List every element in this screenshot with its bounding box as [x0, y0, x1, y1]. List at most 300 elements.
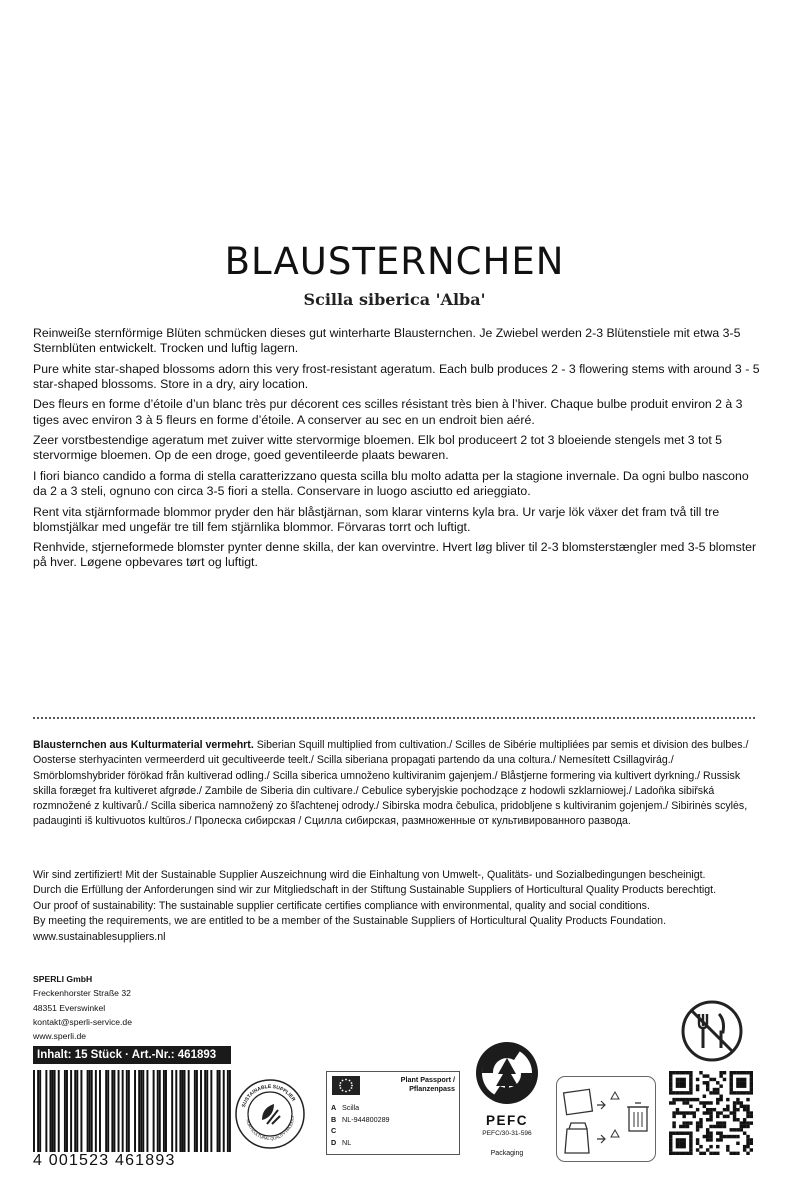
qr-module [689, 1145, 692, 1148]
recycling-icon [556, 1076, 656, 1162]
description-de: Reinweiße sternförmige Blüten schmücken dieses gut winterharte Blausternchen. Je Zwiebel werden 2-3 Blütenstiele mit etwa 3-5 Sternblüten entwickelt. Trocken und luftig lagern. [33, 326, 741, 356]
qr-module [679, 1071, 682, 1074]
qr-module [740, 1081, 743, 1084]
barcode-bars [33, 1070, 231, 1152]
cert-line: Wir sind zertifiziert! Mit der Sustainable Supplier Auszeichnung wird die Einhaltung von Umwelt-, Qualitäts- und Sozialbedingungen bescheinigt. [33, 869, 706, 881]
qr-module [672, 1121, 675, 1124]
qr-module [750, 1084, 753, 1087]
barcode-bar [153, 1070, 155, 1152]
qr-module [703, 1081, 706, 1084]
qr-module [706, 1081, 709, 1084]
barcode-bar [217, 1070, 219, 1152]
qr-module [726, 1105, 729, 1108]
qr-module [699, 1152, 702, 1155]
qr-module [679, 1145, 682, 1148]
qr-module [719, 1125, 722, 1128]
qr-module [716, 1121, 719, 1124]
qr-module [682, 1131, 685, 1134]
cert-line: Our proof of sustainability: The sustainable supplier certificate certifies compliance with environmental, quality and social conditions. [33, 899, 650, 912]
qr-module [743, 1121, 746, 1124]
qr-module [689, 1121, 692, 1124]
qr-module [689, 1105, 692, 1108]
qr-module [709, 1115, 712, 1118]
qr-module [706, 1101, 709, 1104]
passport-value: NL [342, 1137, 352, 1147]
barcode-bar [196, 1070, 198, 1152]
company-email[interactable]: kontakt@sperli-service.de [33, 1016, 132, 1027]
qr-module [746, 1105, 749, 1108]
origin-text: Siberian Squill multiplied from cultivation./ Scilles de Sibérie multipliées par semis et division des bulbes./ Oosterse sterhyacinten vermeerderd uit gecultiveerde teelt./ Scilla siberiana propagati partendo da una coltura./ Nemesített Csillagvirág./ Smörblomshybrider förökad från kultiverad odling./ Scilla siberica umnoženo kultiviranim gajenjem./ Blåstjerne formering via kultivert dyrkning./ Russisk skilla foræget fra kultiveret afgrøde./ Zambile de Siberia din cultivare./ Cebulice syberyjskie pochodzące z hodowli szklarniowej./ Ladoňka sibiřská rozmnožené z kultivarů./ Scilla siberica namnožený zo šľachtenej odrody./ Sibirska modra čebulica, pridobljene s kultiviranim gojenjem./ Sibirinės scylės, padauginti iš kultivuotos kultūros./ Пролеска сибирская / Сцилла сибирская, размноженные от культивированного развода. [33, 739, 749, 828]
qr-module [750, 1121, 753, 1124]
qr-module [669, 1091, 672, 1094]
qr-module [733, 1101, 736, 1104]
qr-module [669, 1148, 672, 1151]
qr-module [706, 1128, 709, 1131]
qr-module [676, 1078, 679, 1081]
qr-module [679, 1152, 682, 1155]
qr-module [689, 1081, 692, 1084]
qr-module [689, 1091, 692, 1094]
qr-module [716, 1101, 719, 1104]
qr-module [743, 1071, 746, 1074]
qr-module [750, 1071, 753, 1074]
qr-module [682, 1091, 685, 1094]
qr-module [709, 1135, 712, 1138]
barcode-bar [70, 1070, 72, 1152]
pefc-code: PEFC/30-31-596 [482, 1130, 532, 1137]
qr-module [746, 1098, 749, 1101]
qr-module [679, 1078, 682, 1081]
passport-value: NL-944800289 [342, 1114, 390, 1124]
description-sv: Rent vita stjärnformade blommor pryder den här blåstjärnan, som klarar vinterns kyla bra. Ur varje lök växer det fram två till tre blomstjälkar med ungefär tre till fem stjärnlika blommor. Förvaras torrt och luftigt. [33, 504, 720, 534]
qr-module [740, 1078, 743, 1081]
barcode-bar [146, 1070, 148, 1152]
content-article-bar: Inhalt: 15 Stück · Art.-Nr.: 461893 [33, 1046, 231, 1064]
qr-module [750, 1091, 753, 1094]
qr-module [703, 1095, 706, 1098]
qr-module [672, 1111, 675, 1114]
barcode-bar [66, 1070, 68, 1152]
qr-module [682, 1115, 685, 1118]
qr-module [686, 1121, 689, 1124]
seal-top-text: SUSTAINABLE SUPPLIER [240, 1083, 297, 1109]
qr-module [696, 1078, 699, 1081]
qr-module [719, 1095, 722, 1098]
qr-module [672, 1091, 675, 1094]
qr-module [723, 1115, 726, 1118]
passport-key: B [331, 1114, 337, 1124]
qr-module [689, 1135, 692, 1138]
qr-module [719, 1131, 722, 1134]
barcode-bar [134, 1070, 136, 1152]
qr-module [682, 1145, 685, 1148]
company-address [33, 972, 132, 1043]
qr-module [669, 1084, 672, 1087]
qr-module [703, 1111, 706, 1114]
qr-module [686, 1071, 689, 1074]
qr-module [713, 1152, 716, 1155]
qr-module [676, 1111, 679, 1114]
passport-row [331, 1137, 390, 1149]
qr-module [709, 1125, 712, 1128]
qr-module [696, 1128, 699, 1131]
qr-module [719, 1138, 722, 1141]
passport-key: C [331, 1126, 337, 1135]
barcode-bar [50, 1070, 52, 1152]
qr-module [746, 1111, 749, 1114]
qr-module [672, 1131, 675, 1134]
barcode-bar [138, 1070, 140, 1152]
barcode-bar [165, 1070, 167, 1152]
qr-module [736, 1135, 739, 1138]
qr-module [709, 1101, 712, 1104]
product-title: BLAUSTERNCHEN [224, 240, 565, 283]
qr-module [689, 1071, 692, 1074]
barcode-bar [87, 1070, 89, 1152]
qr-module [686, 1098, 689, 1101]
barcode-bar [163, 1070, 165, 1152]
pefc-name: PEFC [485, 1113, 528, 1128]
barcode-bar [204, 1070, 206, 1152]
qr-module [743, 1078, 746, 1081]
qr-module [746, 1121, 749, 1124]
qr-module [689, 1111, 692, 1114]
qr-module [676, 1084, 679, 1087]
barcode-bar [182, 1070, 184, 1152]
qr-module [736, 1098, 739, 1101]
qr-module [672, 1125, 675, 1128]
qr-module [703, 1101, 706, 1104]
barcode-bar [229, 1070, 231, 1152]
seal-bottom-text: HORTICULTURAL QUALITY PRODUCT [245, 1114, 296, 1142]
barcode-bar [142, 1070, 144, 1152]
no-food-icon [679, 998, 745, 1064]
qr-module [733, 1091, 736, 1094]
qr-module [676, 1108, 679, 1111]
qr-module [682, 1071, 685, 1074]
qr-module [736, 1081, 739, 1084]
qr-module [716, 1138, 719, 1141]
barcode-bar [126, 1070, 128, 1152]
qr-code-icon [669, 1071, 753, 1155]
qr-module [682, 1111, 685, 1114]
qr-module [669, 1071, 672, 1074]
qr-module [729, 1078, 732, 1081]
barcode-bar [188, 1070, 190, 1152]
qr-module [686, 1111, 689, 1114]
qr-module [679, 1084, 682, 1087]
qr-module [719, 1074, 722, 1077]
qr-module [709, 1118, 712, 1121]
qr-module [726, 1108, 729, 1111]
company-street: Freckenhorster Straße 32 [33, 988, 131, 999]
qr-module [716, 1081, 719, 1084]
qr-module [682, 1081, 685, 1084]
qr-module [736, 1101, 739, 1104]
qr-module [746, 1142, 749, 1145]
qr-module [716, 1115, 719, 1118]
qr-module [750, 1088, 753, 1091]
qr-module [689, 1131, 692, 1134]
barcode-bar [33, 1070, 35, 1152]
qr-module [740, 1125, 743, 1128]
barcode-bar [91, 1070, 93, 1152]
qr-module [706, 1088, 709, 1091]
qr-module [729, 1074, 732, 1077]
qr-module [676, 1142, 679, 1145]
qr-module [699, 1145, 702, 1148]
qr-module [676, 1131, 679, 1134]
barcode-bar [122, 1070, 124, 1152]
qr-module [706, 1148, 709, 1151]
qr-module [706, 1108, 709, 1111]
qr-module [679, 1138, 682, 1141]
company-web[interactable]: www.sperli.de [33, 1031, 87, 1042]
qr-module [696, 1084, 699, 1087]
qr-module [723, 1108, 726, 1111]
qr-module [740, 1101, 743, 1104]
qr-module [729, 1152, 732, 1155]
qr-module [699, 1118, 702, 1121]
qr-module [743, 1118, 746, 1121]
barcode-bar [184, 1070, 186, 1152]
qr-module [716, 1098, 719, 1101]
qr-module [706, 1135, 709, 1138]
barcode-bar [175, 1070, 177, 1152]
qr-module [726, 1148, 729, 1151]
barcode-bar [39, 1070, 41, 1152]
qr-module [706, 1084, 709, 1087]
qr-module [716, 1152, 719, 1155]
qr-module [740, 1091, 743, 1094]
qr-module [729, 1135, 732, 1138]
description-en: Pure white star-shaped blossoms adorn this very frost-resistant ageratum. Each bulb produces 2 - 3 flowering stems with around 3 - 5 star-shaped blossoms. Store in a dry, airy location. [33, 361, 760, 391]
qr-module [713, 1108, 716, 1111]
sustainable-supplier-seal-icon [234, 1078, 306, 1150]
qr-module [689, 1152, 692, 1155]
qr-module [733, 1105, 736, 1108]
barcode-bar [45, 1070, 47, 1152]
cert-line: Durch die Erfüllung der Anforderungen sind wir zur Mitgliedschaft in der Stiftung Sustainable Suppliers of Horticultural Quality Products berechtigt. [33, 884, 717, 897]
cert-line: By meeting the requirements, we are entitled to be a member of the Sustainable Suppliers of Horticultural Quality Products Foundation. [33, 915, 667, 928]
qr-module [669, 1152, 672, 1155]
qr-module [740, 1121, 743, 1124]
qr-module [672, 1101, 675, 1104]
qr-module [746, 1108, 749, 1111]
qr-module [669, 1088, 672, 1091]
description-da: Renhvide, stjerneformede blomster pynter denne skilla, der kan overvintre. Hvert løg bliver til 2-3 blomsterstængler med 3-5 blomster på hver. Løgene opbevares tørt og luftigt. [33, 540, 757, 570]
certification-block [33, 868, 761, 945]
qr-module [716, 1111, 719, 1114]
qr-module [696, 1148, 699, 1151]
barcode-bar [140, 1070, 142, 1152]
qr-module [736, 1071, 739, 1074]
qr-module [750, 1081, 753, 1084]
qr-module [740, 1105, 743, 1108]
qr-module [693, 1098, 696, 1101]
qr-module [669, 1074, 672, 1077]
qr-module [709, 1152, 712, 1155]
qr-module [689, 1138, 692, 1141]
qr-module [746, 1138, 749, 1141]
barcode-bar [89, 1070, 91, 1152]
pefc-packaging: Packaging [490, 1150, 524, 1157]
qr-module [740, 1084, 743, 1087]
qr-module [719, 1111, 722, 1114]
qr-module [682, 1138, 685, 1141]
qr-module [689, 1078, 692, 1081]
qr-module [682, 1084, 685, 1087]
barcode-bar [157, 1070, 159, 1152]
qr-module [709, 1108, 712, 1111]
cert-link[interactable]: www.sustainablesuppliers.nl [33, 930, 166, 943]
qr-module [723, 1078, 726, 1081]
qr-module [723, 1125, 726, 1128]
plant-passport-rows [331, 1102, 390, 1148]
barcode-bar [159, 1070, 161, 1152]
qr-module [733, 1128, 736, 1131]
qr-module [669, 1145, 672, 1148]
qr-module [733, 1111, 736, 1114]
qr-module [676, 1071, 679, 1074]
qr-module [719, 1098, 722, 1101]
qr-module [713, 1078, 716, 1081]
qr-module [719, 1071, 722, 1074]
qr-module [679, 1111, 682, 1114]
barcode-bar [95, 1070, 97, 1152]
barcode-number: 4 001523 461893 [33, 1152, 231, 1170]
qr-module [743, 1084, 746, 1087]
barcode-bar [76, 1070, 78, 1152]
qr-module [679, 1081, 682, 1084]
qr-module [706, 1131, 709, 1134]
qr-module [703, 1105, 706, 1108]
qr-module [696, 1088, 699, 1091]
barcode-bar [58, 1070, 60, 1152]
qr-module [689, 1088, 692, 1091]
qr-module [669, 1078, 672, 1081]
qr-module [682, 1152, 685, 1155]
qr-module [743, 1148, 746, 1151]
qr-module [669, 1138, 672, 1141]
qr-module [706, 1138, 709, 1141]
description-nl: Zeer vorstbestendige ageratum met zuiver witte stervormige bloemen. Elk bol produceert 2 tot 3 bloeiende stengels met 3 tot 5 stervormige bloemen. Op de een droge, goed geventileerde plaats bewaren. [33, 433, 722, 463]
qr-module [669, 1081, 672, 1084]
qr-module [729, 1081, 732, 1084]
qr-module [719, 1084, 722, 1087]
qr-module [706, 1118, 709, 1121]
qr-module [716, 1131, 719, 1134]
qr-module [672, 1115, 675, 1118]
qr-module [696, 1121, 699, 1124]
qr-module [676, 1081, 679, 1084]
qr-module [686, 1131, 689, 1134]
qr-module [713, 1091, 716, 1094]
company-name: SPERLI GmbH [33, 974, 93, 984]
qr-module [682, 1098, 685, 1101]
qr-module [733, 1115, 736, 1118]
qr-module [709, 1138, 712, 1141]
qr-module [716, 1091, 719, 1094]
qr-module [682, 1142, 685, 1145]
qr-module [686, 1091, 689, 1094]
origin-lead: Blausternchen aus Kulturmaterial vermehrt. [33, 739, 254, 751]
qr-module [682, 1121, 685, 1124]
qr-module [743, 1105, 746, 1108]
qr-module [740, 1128, 743, 1131]
qr-module [669, 1135, 672, 1138]
plant-passport-title: Plant Passport / Pflanzenpass [400, 1075, 455, 1093]
qr-module [733, 1118, 736, 1121]
barcode-bar [54, 1070, 56, 1152]
pefc-logo-icon [474, 1040, 540, 1106]
qr-module [689, 1074, 692, 1077]
qr-module [676, 1152, 679, 1155]
qr-module [672, 1098, 675, 1101]
passport-row [331, 1102, 390, 1114]
barcode-bar [210, 1070, 212, 1152]
qr-module [750, 1115, 753, 1118]
description-it: I fiori bianco candido a forma di stella caratterizzano questa scilla blu molto adatta per la stagione invernale. Da ogni bulbo nascono da 2 a 3 steli, ognuno con circa 3-5 fiori a stella. Conservare in luogo asciutto ed arieggiato. [33, 468, 749, 499]
qr-module [699, 1101, 702, 1104]
qr-module [733, 1108, 736, 1111]
qr-module [716, 1125, 719, 1128]
qr-module [686, 1152, 689, 1155]
barcode-bar [107, 1070, 109, 1152]
plant-passport [326, 1071, 460, 1155]
qr-module [740, 1071, 743, 1074]
qr-module [746, 1091, 749, 1094]
qr-module [736, 1091, 739, 1094]
qr-module [713, 1125, 716, 1128]
barcode-bar [37, 1070, 39, 1152]
qr-module [689, 1084, 692, 1087]
barcode-bar [118, 1070, 120, 1152]
qr-module [736, 1118, 739, 1121]
qr-module [703, 1135, 706, 1138]
qr-module [716, 1088, 719, 1091]
qr-module [743, 1125, 746, 1128]
qr-module [719, 1121, 722, 1124]
barcode-bar [74, 1070, 76, 1152]
description-fr: Des fleurs en forme d’étoile d’un blanc très pur décorent ces scilles résistant très bien à l’hiver. Chaque bulbe produit environ 2 à 3 tiges avec environ 3 à 5 fleurs en forme d’étoile. A conserver au sec en un endroit bien aéré. [33, 397, 743, 427]
barcode-bar [171, 1070, 173, 1152]
qr-module [743, 1145, 746, 1148]
qr-module [706, 1111, 709, 1114]
qr-module [736, 1152, 739, 1155]
dotted-divider [33, 717, 755, 719]
qr-module [729, 1128, 732, 1131]
passport-key: D [331, 1137, 337, 1147]
qr-module [736, 1108, 739, 1111]
qr-module [709, 1091, 712, 1094]
qr-module [746, 1125, 749, 1128]
qr-module [696, 1138, 699, 1141]
qr-module [689, 1098, 692, 1101]
qr-module [729, 1088, 732, 1091]
qr-module [733, 1071, 736, 1074]
barcode-bar [227, 1070, 229, 1152]
qr-module [689, 1142, 692, 1145]
qr-module [682, 1101, 685, 1104]
qr-module [676, 1091, 679, 1094]
qr-module [736, 1142, 739, 1145]
barcode-bar [111, 1070, 113, 1152]
qr-module [709, 1078, 712, 1081]
qr-module [746, 1071, 749, 1074]
qr-module [729, 1071, 732, 1074]
qr-module [746, 1135, 749, 1138]
